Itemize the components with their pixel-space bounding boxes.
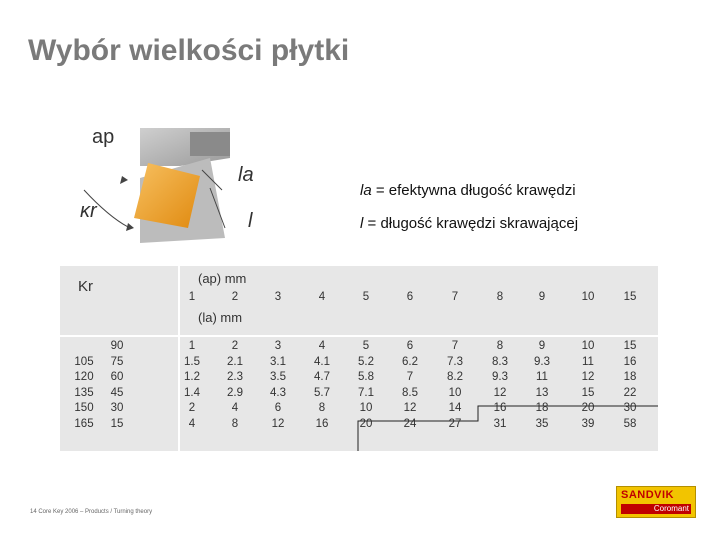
- ap-value: 1: [188, 291, 196, 303]
- definition-l-text: = długość krawędzi skrawającej: [367, 215, 579, 232]
- ap-value: 6: [406, 291, 414, 303]
- table-cell: 12: [271, 417, 285, 430]
- table-cell: 27: [448, 417, 462, 430]
- table-cell: 8: [318, 402, 326, 414]
- kr-value: 105: [74, 355, 94, 368]
- table-cell: 12: [493, 386, 507, 399]
- table-cell: 24: [403, 417, 417, 430]
- table-cell: 16: [623, 355, 637, 368]
- sandvik-logo: [616, 486, 696, 518]
- table-cell: 1: [188, 340, 196, 352]
- table-cell: 4.3: [270, 386, 286, 399]
- table-cell: 12: [581, 371, 595, 383]
- table-cell: 14: [448, 402, 462, 414]
- deg-value: 30: [110, 402, 124, 414]
- table-cell: 5.8: [358, 371, 374, 383]
- table-cell: 6: [274, 402, 282, 414]
- definition-la-symbol: la: [360, 182, 372, 199]
- ap-header: (ap) mm: [198, 271, 247, 286]
- table-cell: 16: [315, 417, 329, 430]
- table-cell: 9.3: [492, 371, 508, 383]
- table-cell: 8: [231, 417, 239, 430]
- deg-value: 90: [110, 340, 124, 352]
- table-cell: 7: [406, 371, 414, 383]
- kr-value: 150: [74, 402, 94, 414]
- ap-value: 4: [318, 291, 326, 303]
- table-cell: 9: [538, 340, 546, 352]
- workpiece-thread: [190, 132, 230, 156]
- definition-l-symbol: l: [360, 215, 364, 232]
- deg-value: 75: [110, 355, 124, 368]
- ap-value: 10: [581, 291, 595, 303]
- ap-value: 3: [274, 291, 282, 303]
- table-cell: 1.5: [184, 355, 200, 368]
- table-cell: 2.9: [227, 386, 243, 399]
- table-cell: 6: [406, 340, 414, 352]
- logo-line1: SANDVIK: [621, 489, 675, 501]
- definition-la-text: = efektywna długość krawędzi: [375, 182, 576, 199]
- table-cell: 7.1: [358, 386, 374, 399]
- kr-value: 135: [74, 386, 94, 399]
- table-cell: 10: [359, 402, 373, 414]
- table-cell: 35: [535, 417, 549, 430]
- table-cell: 8.2: [447, 371, 463, 383]
- kr-label: κr: [80, 200, 97, 222]
- definition-la: [360, 182, 576, 199]
- page-title: Wybór wielkości płytki: [28, 34, 350, 67]
- table-cell: 31: [493, 417, 507, 430]
- l-label: l: [248, 210, 253, 232]
- table-cell: 8.5: [402, 386, 418, 399]
- table-cell: 5.7: [314, 386, 330, 399]
- table-cell: 10: [581, 340, 595, 352]
- la-label: la: [238, 164, 254, 186]
- table-cell: 6.2: [402, 355, 418, 368]
- deg-value: 60: [110, 371, 124, 383]
- table-cell: 8.3: [492, 355, 508, 368]
- insert-size-table: [60, 266, 658, 451]
- ap-value: 9: [538, 291, 546, 303]
- table-cell: 7.3: [447, 355, 463, 368]
- table-cell: 9.3: [534, 355, 550, 368]
- ap-arrow: [120, 176, 128, 184]
- deg-value: 15: [110, 417, 124, 430]
- table-cell: 5.2: [358, 355, 374, 368]
- ap-value: 15: [623, 291, 637, 303]
- ap-label: ap: [92, 126, 115, 148]
- table-cell: 2: [231, 340, 239, 352]
- table-cell: 4.7: [314, 371, 330, 383]
- ap-value: 7: [451, 291, 459, 303]
- table-cell: 11: [582, 355, 594, 368]
- logo-line2: Coromant: [621, 504, 691, 514]
- table-cell: 4: [188, 417, 196, 430]
- table-cell: 58: [623, 417, 637, 430]
- table-cell: 3.5: [270, 371, 286, 383]
- ap-value: 2: [231, 291, 239, 303]
- table-cell: 18: [535, 402, 549, 414]
- la-header: (la) mm: [198, 310, 243, 325]
- table-cell: 30: [623, 402, 637, 414]
- table-cell: 4: [318, 340, 326, 352]
- table-cell: 20: [581, 402, 595, 414]
- kr-header: Kr: [78, 278, 93, 295]
- table-cell: 16: [493, 402, 507, 414]
- table-cell: 15: [623, 340, 637, 352]
- ap-value: 5: [362, 291, 370, 303]
- table-cell: 18: [623, 371, 637, 383]
- deg-value: 45: [110, 386, 124, 399]
- table-cell: 13: [535, 386, 549, 399]
- table-cell: 3.1: [270, 355, 286, 368]
- table-cell: 2.3: [227, 371, 243, 383]
- table-cell: 15: [581, 386, 595, 399]
- table-cell: 22: [623, 386, 637, 399]
- definition-l: [360, 215, 578, 232]
- table-cell: 11: [536, 371, 548, 383]
- table-cell: 4.1: [314, 355, 330, 368]
- table-cell: 2: [188, 402, 196, 414]
- table-cell: 2.1: [227, 355, 243, 368]
- table-cell: 7: [451, 340, 459, 352]
- table-cell: 1.4: [184, 386, 200, 399]
- table-cell: 4: [231, 402, 239, 414]
- table-cell: 1.2: [184, 371, 200, 383]
- table-cell: 39: [581, 417, 595, 430]
- kr-value: 165: [74, 417, 94, 430]
- ap-value: 8: [496, 291, 504, 303]
- kr-value: 120: [74, 371, 94, 383]
- table-cell: 3: [274, 340, 282, 352]
- kr-arrow: [126, 223, 134, 231]
- insert-diagram: [70, 118, 310, 258]
- table-cell: 12: [403, 402, 417, 414]
- table-cell: 10: [448, 386, 462, 399]
- footer-text: 14 Core Key 2006 – Products / Turning theory: [30, 509, 153, 515]
- table-cell: 20: [359, 417, 373, 430]
- table-cell: 8: [496, 340, 504, 352]
- table-cell: 5: [362, 340, 370, 352]
